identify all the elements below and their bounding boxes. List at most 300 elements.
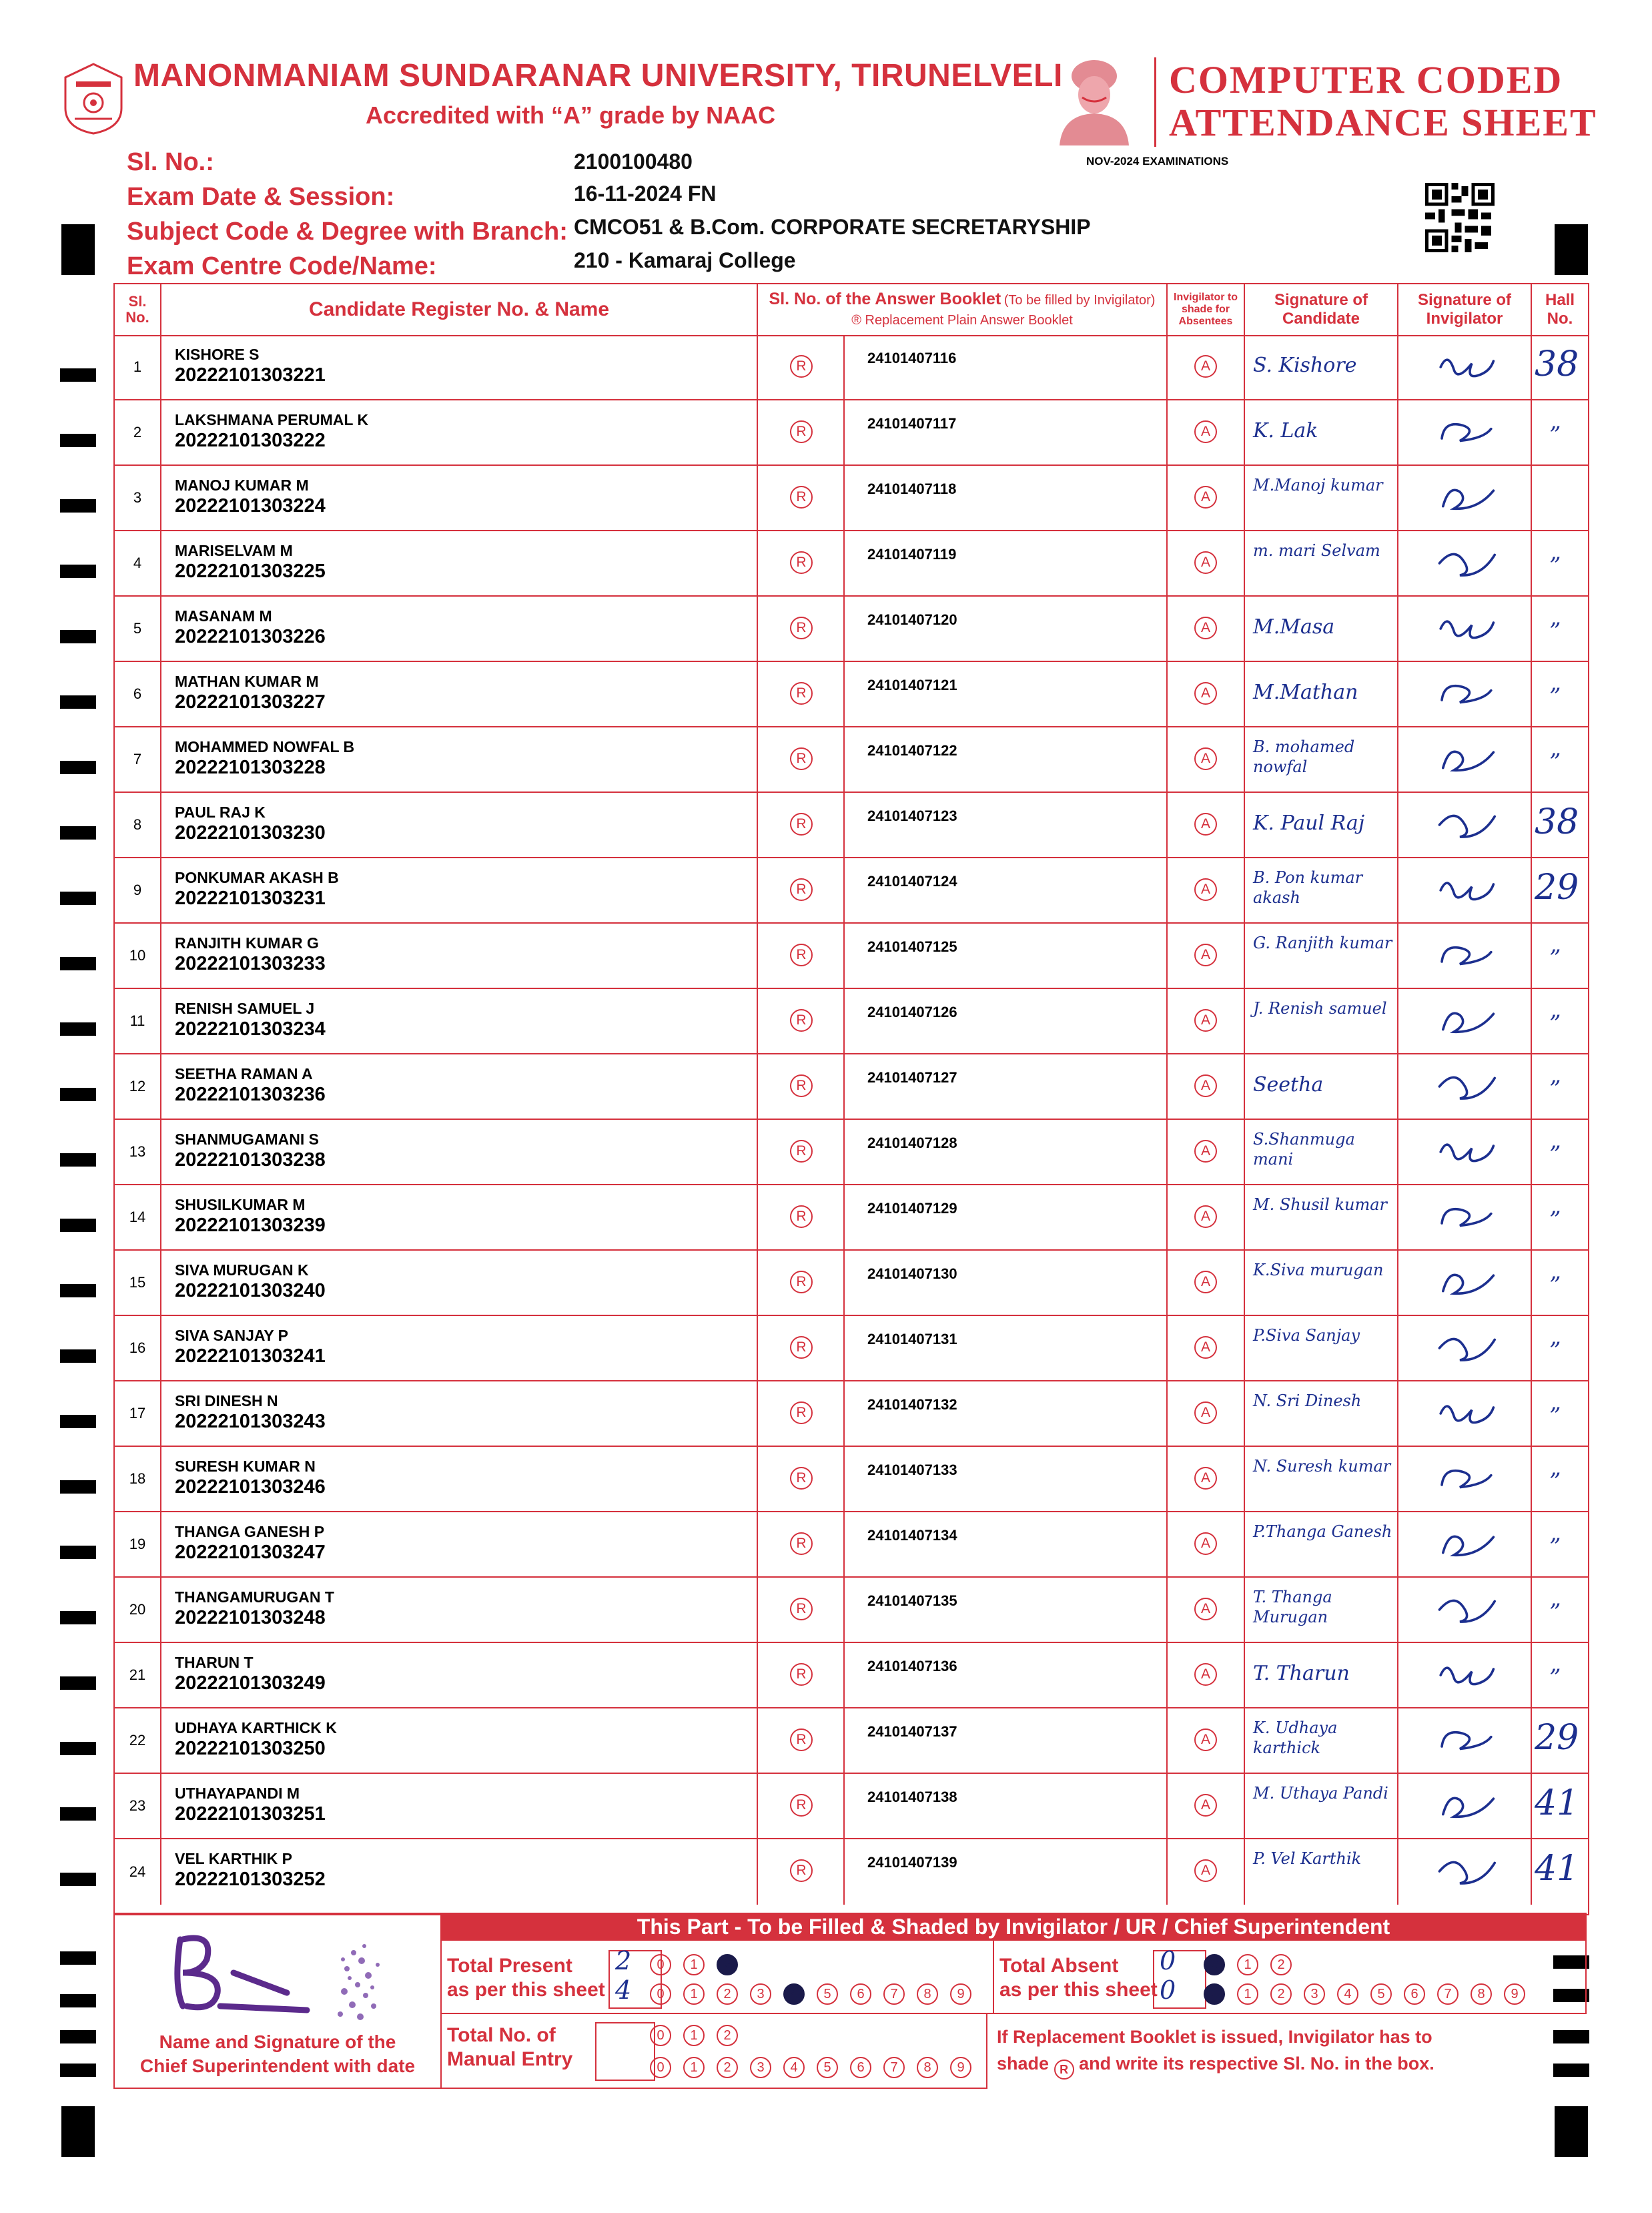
candidate-signature: K. Paul Raj (1253, 812, 1365, 835)
candidate-signature: M. Shusil kumar (1253, 1195, 1388, 1214)
replacement-bubble[interactable]: R (790, 1271, 813, 1293)
row-absent-cell (1168, 400, 1245, 464)
candidate-register-no: 20222101303221 (175, 364, 326, 386)
manual-units-bubble[interactable]: 1 (683, 2057, 705, 2078)
chief-label-line2: Chief Superintendent with date (139, 2056, 416, 2076)
timing-mark (60, 1546, 96, 1559)
candidate-name: THANGA GANESH P (175, 1523, 325, 1540)
row-invigilator-signature-cell (1398, 1708, 1532, 1773)
candidate-signature: S. Kishore (1253, 354, 1357, 377)
row-hall-cell (1532, 989, 1588, 1053)
row-sl-no: 9 (115, 858, 161, 922)
row-sl-no: 4 (115, 531, 161, 595)
row-candidate-signature-cell (1245, 1185, 1398, 1249)
invigilator-signature (1436, 1197, 1496, 1237)
absent-units-bubble[interactable]: 9 (1504, 1983, 1525, 2005)
replacement-bubble[interactable]: R (790, 1336, 813, 1359)
timing-mark (60, 1153, 96, 1167)
absentee-bubble[interactable]: A (1194, 355, 1217, 378)
answer-booklet-no: 24101407126 (867, 1004, 957, 1020)
replacement-bubble[interactable]: R (790, 1205, 813, 1228)
candidate-register-no: 20222101303222 (175, 430, 326, 451)
hall-no: ” (1549, 1599, 1561, 1626)
row-candidate-signature-cell (1245, 924, 1398, 988)
row-sl-no: 10 (115, 924, 161, 988)
row-absent-cell (1168, 924, 1245, 988)
row-booklet-cell (845, 793, 1168, 857)
absent-tens-bubble[interactable]: 1 (1237, 1954, 1258, 1975)
absentee-bubble[interactable]: A (1194, 1074, 1217, 1097)
replacement-bubble[interactable]: R (790, 1009, 813, 1032)
row-hall-cell (1532, 1839, 1588, 1905)
invigilator-signature (1436, 739, 1496, 779)
row-candidate-signature-cell (1245, 400, 1398, 464)
row-candidate (161, 1839, 758, 1905)
row-invigilator-signature-cell (1398, 1447, 1532, 1511)
row-replacement-cell (758, 989, 845, 1053)
invigilator-signature (1436, 1066, 1496, 1106)
answer-booklet-no: 24101407124 (867, 873, 957, 890)
manual-units-bubble[interactable]: 2 (717, 2057, 738, 2078)
subject-label: Subject Code & Degree with Branch: (127, 218, 568, 246)
row-booklet-cell (845, 1643, 1168, 1707)
candidate-register-no: 20222101303234 (175, 1018, 326, 1040)
absentee-bubble[interactable]: A (1194, 1728, 1217, 1751)
invigilator-signature (1436, 1459, 1496, 1499)
answer-booklet-no: 24101407133 (867, 1462, 957, 1478)
manual-units-bubble[interactable]: 9 (950, 2057, 971, 2078)
row-hall-cell (1532, 1643, 1588, 1707)
row-replacement-cell (758, 858, 845, 922)
timing-mark (60, 1676, 96, 1690)
header-invigilator-signature: Signature of Invigilator (1398, 284, 1532, 335)
row-absent-cell (1168, 662, 1245, 726)
centre-value: 210 - Kamaraj College (574, 248, 796, 272)
answer-booklet-no: 24101407123 (867, 808, 957, 824)
table-row (115, 924, 1588, 989)
absentee-bubble[interactable]: A (1194, 551, 1217, 574)
manual-units-bubble[interactable]: 0 (650, 2057, 671, 2078)
manual-tens-bubble[interactable]: 0 (650, 2025, 671, 2046)
absentee-bubble[interactable]: A (1194, 617, 1217, 639)
row-absent-cell (1168, 597, 1245, 661)
manual-units-bubble[interactable]: 5 (817, 2057, 838, 2078)
footer-section (113, 1913, 1587, 2089)
row-replacement-cell (758, 466, 845, 530)
manual-units-bubble[interactable]: 7 (883, 2057, 905, 2078)
candidate-register-no: 20222101303249 (175, 1672, 326, 1694)
candidate-register-no: 20222101303226 (175, 626, 326, 647)
hall-no: ” (1549, 1207, 1561, 1233)
replacement-bubble[interactable]: R (790, 1401, 813, 1424)
candidate-signature: M.Mathan (1253, 681, 1358, 704)
present-units-bubble[interactable]: 9 (950, 1983, 971, 2005)
manual-units-bubble[interactable]: 3 (750, 2057, 771, 2078)
candidate-name: SURESH KUMAR N (175, 1458, 316, 1475)
row-booklet-cell (845, 1185, 1168, 1249)
row-sl-no: 2 (115, 400, 161, 464)
row-invigilator-signature-cell (1398, 858, 1532, 922)
answer-booklet-no: 24101407138 (867, 1789, 957, 1805)
timing-mark (60, 1951, 96, 1965)
row-candidate (161, 989, 758, 1053)
absent-units-bubble[interactable]: 6 (1404, 1983, 1425, 2005)
row-replacement-cell (758, 793, 845, 857)
absentee-bubble[interactable]: A (1194, 1009, 1217, 1032)
absentee-bubble[interactable]: A (1194, 1794, 1217, 1817)
absentee-bubble[interactable]: A (1194, 1140, 1217, 1163)
table-row (115, 858, 1588, 924)
row-candidate-signature-cell (1245, 727, 1398, 792)
hall-no: 41 (1535, 1849, 1579, 1889)
absentee-bubble[interactable]: A (1194, 1336, 1217, 1359)
totals-divider (993, 1939, 994, 2014)
absentee-bubble[interactable]: A (1194, 1205, 1217, 1228)
hall-no: 29 (1535, 1718, 1579, 1758)
candidate-register-no: 20222101303243 (175, 1411, 326, 1432)
hall-no: ” (1549, 1664, 1561, 1691)
candidate-signature: N. Suresh kumar (1253, 1457, 1391, 1476)
header-divider (1154, 57, 1156, 147)
absent-units-bubble[interactable]: 2 (1270, 1983, 1292, 2005)
row-invigilator-signature-cell (1398, 1643, 1532, 1707)
replacement-bubble[interactable]: R (790, 355, 813, 378)
present-tens-bubble[interactable]: 0 (650, 1954, 671, 1975)
absent-units-bubble[interactable]: 5 (1370, 1983, 1392, 2005)
replacement-bubble[interactable]: R (790, 1598, 813, 1620)
candidate-signature: N. Sri Dinesh (1253, 1391, 1362, 1410)
timing-mark (60, 1415, 96, 1428)
present-units-bubble[interactable]: 8 (917, 1983, 938, 2005)
header-booklet-main: Sl. No. of the Answer Booklet (769, 290, 1001, 308)
manual-tens-bubble[interactable]: 1 (683, 2025, 705, 2046)
replacement-bubble[interactable]: R (790, 813, 813, 836)
chief-superintendent-label (113, 2030, 442, 2078)
table-row (115, 662, 1588, 727)
absentee-bubble[interactable]: A (1194, 944, 1217, 966)
hall-no: ” (1549, 683, 1561, 710)
candidate-register-no: 20222101303246 (175, 1476, 326, 1498)
chief-label-line1: Name and Signature of the (159, 2031, 396, 2052)
table-row (115, 1120, 1588, 1185)
replacement-bubble[interactable]: R (790, 878, 813, 901)
row-candidate-signature-cell (1245, 793, 1398, 857)
exams-note: NOV-2024 EXAMINATIONS (1086, 155, 1229, 168)
subject-value: CMCO51 & B.Com. CORPORATE SECRETARYSHIP (574, 215, 1091, 239)
absentee-bubble[interactable]: A (1194, 1859, 1217, 1882)
hall-no: ” (1549, 618, 1561, 645)
replacement-bubble[interactable]: R (790, 617, 813, 639)
row-candidate (161, 1578, 758, 1642)
timing-mark (60, 565, 96, 578)
attendance-table (113, 283, 1589, 1915)
present-units-bubble[interactable]: 3 (750, 1983, 771, 2005)
row-booklet-cell (845, 597, 1168, 661)
row-candidate-signature-cell (1245, 1643, 1398, 1707)
present-units-bubble[interactable]: 4 (783, 1983, 805, 2005)
absentee-bubble[interactable]: A (1194, 420, 1217, 443)
present-tens-bubble[interactable]: 1 (683, 1954, 705, 1975)
answer-booklet-no: 24101407128 (867, 1135, 957, 1151)
replacement-bubble[interactable]: R (790, 486, 813, 509)
row-sl-no: 11 (115, 989, 161, 1053)
row-invigilator-signature-cell (1398, 793, 1532, 857)
timing-mark (60, 695, 96, 709)
manual-units-bubble[interactable]: 6 (850, 2057, 871, 2078)
absentee-bubble[interactable]: A (1194, 486, 1217, 509)
total-absent-tens: 0 (1160, 1946, 1176, 1975)
replacement-bubble[interactable]: R (790, 1140, 813, 1163)
replacement-bubble[interactable]: R (790, 1859, 813, 1882)
row-booklet-cell (845, 1120, 1168, 1184)
manual-entry-input-box[interactable] (595, 2022, 655, 2081)
answer-booklet-no: 24101407120 (867, 611, 957, 628)
candidate-register-no: 20222101303230 (175, 822, 326, 844)
candidate-name: SIVA SANJAY P (175, 1327, 289, 1344)
row-booklet-cell (845, 1512, 1168, 1576)
timing-mark (60, 1611, 96, 1624)
replacement-bubble[interactable]: R (790, 551, 813, 574)
row-invigilator-signature-cell (1398, 1185, 1532, 1249)
present-units-bubble[interactable]: 2 (717, 1983, 738, 2005)
answer-booklet-no: 24101407137 (867, 1723, 957, 1740)
absentee-bubble[interactable]: A (1194, 1271, 1217, 1293)
founder-portrait (1053, 56, 1136, 145)
absent-units-bubble[interactable]: 1 (1237, 1983, 1258, 2005)
table-row (115, 727, 1588, 793)
timing-mark (60, 1088, 96, 1101)
absent-units-bubble[interactable]: 3 (1304, 1983, 1325, 2005)
manual-units-bubble[interactable]: 4 (783, 2057, 805, 2078)
manual-entry-label-1: Total No. of (447, 2024, 556, 2046)
absentee-bubble[interactable]: A (1194, 1532, 1217, 1555)
row-candidate (161, 1381, 758, 1446)
row-hall-cell (1532, 1054, 1588, 1119)
total-present-label-1: Total Present (447, 1955, 572, 1977)
table-header (115, 284, 1588, 336)
absent-units-bubble[interactable]: 7 (1437, 1983, 1459, 2005)
row-candidate (161, 1120, 758, 1184)
row-candidate-signature-cell (1245, 1578, 1398, 1642)
row-hall-cell (1532, 924, 1588, 988)
replacement-bubble[interactable]: R (790, 682, 813, 705)
candidate-register-no: 20222101303238 (175, 1149, 326, 1171)
row-candidate (161, 1251, 758, 1315)
row-candidate-signature-cell (1245, 466, 1398, 530)
row-hall-cell (1532, 335, 1588, 399)
answer-booklet-no: 24101407121 (867, 677, 957, 693)
present-tens-bubble[interactable]: 2 (717, 1954, 738, 1975)
row-hall-cell (1532, 858, 1588, 922)
row-sl-no: 16 (115, 1316, 161, 1380)
candidate-signature: B. Pon kumar akash (1253, 868, 1363, 907)
row-hall-cell (1532, 1251, 1588, 1315)
invigilator-signature (1436, 1590, 1496, 1630)
timing-mark (1555, 224, 1588, 275)
replacement-note (997, 2023, 1434, 2077)
timing-mark (60, 2064, 96, 2077)
row-absent-cell (1168, 1447, 1245, 1511)
row-booklet-cell (845, 335, 1168, 399)
row-booklet-cell (845, 858, 1168, 922)
replacement-bubble[interactable]: R (790, 1663, 813, 1686)
row-sl-no: 8 (115, 793, 161, 857)
replacement-bubble[interactable]: R (790, 420, 813, 443)
row-candidate (161, 793, 758, 857)
candidate-name: MATHAN KUMAR M (175, 673, 319, 690)
row-sl-no: 24 (115, 1839, 161, 1905)
table-row (115, 1054, 1588, 1120)
answer-booklet-no: 24101407139 (867, 1854, 957, 1871)
replacement-bubble[interactable]: R (790, 1794, 813, 1817)
header-hall-no: Hall No. (1545, 291, 1575, 328)
row-candidate-signature-cell (1245, 858, 1398, 922)
candidate-register-no: 20222101303241 (175, 1345, 326, 1367)
total-absent-label-1: Total Absent (999, 1955, 1119, 1977)
row-absent-cell (1168, 1120, 1245, 1184)
invigilator-signature (1436, 1655, 1496, 1695)
table-row (115, 1381, 1588, 1447)
invigilator-signature (1436, 1263, 1496, 1303)
present-units-bubble[interactable]: 0 (650, 1983, 671, 2005)
absentee-bubble[interactable]: A (1194, 1467, 1217, 1490)
row-replacement-cell (758, 662, 845, 726)
row-booklet-cell (845, 1381, 1168, 1446)
table-row (115, 1316, 1588, 1381)
absentee-bubble[interactable]: A (1194, 1598, 1217, 1620)
invigilator-signature (1436, 347, 1496, 387)
row-booklet-cell (845, 400, 1168, 464)
timing-mark (60, 1022, 96, 1036)
row-sl-no: 3 (115, 466, 161, 530)
row-absent-cell (1168, 531, 1245, 595)
row-absent-cell (1168, 1774, 1245, 1838)
exam-date-value: 16-11-2024 FN (574, 182, 717, 206)
timing-mark (60, 1219, 96, 1232)
header-booklet (758, 284, 1168, 335)
replacement-bubble[interactable]: R (790, 944, 813, 966)
replacement-bubble[interactable]: R (790, 1728, 813, 1751)
replacement-note-shade: shade (997, 2053, 1050, 2074)
timing-mark (60, 826, 96, 840)
absentee-bubble[interactable]: A (1194, 1401, 1217, 1424)
absent-tens-bubble[interactable]: 2 (1270, 1954, 1292, 1975)
row-booklet-cell (845, 1578, 1168, 1642)
header-candidate: Candidate Register No. & Name (161, 284, 758, 335)
replacement-bubble[interactable]: R (790, 1467, 813, 1490)
candidate-name: SHUSILKUMAR M (175, 1196, 306, 1213)
candidate-signature: M.Masa (1253, 615, 1335, 639)
row-booklet-cell (845, 1251, 1168, 1315)
manual-units-bubble[interactable]: 8 (917, 2057, 938, 2078)
candidate-name: PONKUMAR AKASH B (175, 869, 339, 886)
table-row (115, 1447, 1588, 1512)
candidate-name: MARISELVAM M (175, 542, 293, 559)
candidate-register-no: 20222101303239 (175, 1215, 326, 1236)
answer-booklet-no: 24101407127 (867, 1069, 957, 1086)
row-invigilator-signature-cell (1398, 727, 1532, 792)
row-sl-no: 19 (115, 1512, 161, 1576)
row-invigilator-signature-cell (1398, 1774, 1532, 1838)
document-title (1169, 58, 1597, 144)
row-absent-cell (1168, 1251, 1245, 1315)
row-absent-cell (1168, 1512, 1245, 1576)
absentee-bubble[interactable]: A (1194, 682, 1217, 705)
document-title-line2: ATTENDANCE SHEET (1169, 101, 1597, 144)
absentee-bubble[interactable]: A (1194, 747, 1217, 770)
present-units-bubble[interactable]: 7 (883, 1983, 905, 2005)
invigilator-signature (1436, 936, 1496, 976)
timing-mark (60, 434, 96, 447)
table-row (115, 1185, 1588, 1251)
invigilator-signature (1436, 412, 1496, 452)
present-units-bubble[interactable]: 1 (683, 1983, 705, 2005)
row-replacement-cell (758, 1054, 845, 1119)
absent-units-bubble[interactable]: 4 (1337, 1983, 1358, 2005)
candidate-signature: T. Thanga Murugan (1253, 1588, 1332, 1626)
candidate-name: MOHAMMED NOWFAL B (175, 738, 355, 755)
row-absent-cell (1168, 1185, 1245, 1249)
absent-units-bubble[interactable]: 8 (1471, 1983, 1492, 2005)
table-row (115, 400, 1588, 466)
replacement-bubble[interactable]: R (790, 747, 813, 770)
row-absent-cell (1168, 1643, 1245, 1707)
absent-units-bubble[interactable]: 0 (1204, 1983, 1225, 2005)
candidate-signature: S.Shanmuga mani (1253, 1130, 1355, 1169)
hall-no: 41 (1535, 1783, 1579, 1823)
present-units-bubble[interactable]: 5 (817, 1983, 838, 2005)
hall-no: ” (1549, 1141, 1561, 1168)
candidate-register-no: 20222101303225 (175, 561, 326, 582)
replacement-bubble[interactable]: R (790, 1532, 813, 1555)
replacement-bubble[interactable]: R (790, 1074, 813, 1097)
row-sl-no: 7 (115, 727, 161, 792)
total-absent-label-2: as per this sheet (999, 1979, 1158, 2001)
manual-tens-bubble[interactable]: 2 (717, 2025, 738, 2046)
hall-no: ” (1549, 945, 1561, 972)
hall-no: ” (1549, 1076, 1561, 1102)
row-sl-no: 21 (115, 1643, 161, 1707)
row-hall-cell (1532, 662, 1588, 726)
timing-mark (60, 1742, 96, 1755)
chief-superintendent-signature (153, 1926, 407, 2026)
row-absent-cell (1168, 1708, 1245, 1773)
absentee-bubble[interactable]: A (1194, 1663, 1217, 1686)
row-candidate (161, 1512, 758, 1576)
invigilator-signature (1436, 609, 1496, 649)
present-units-bubble[interactable]: 6 (850, 1983, 871, 2005)
row-sl-no: 20 (115, 1578, 161, 1642)
row-candidate (161, 1774, 758, 1838)
row-replacement-cell (758, 1316, 845, 1380)
row-replacement-cell (758, 1839, 845, 1905)
timing-mark (60, 1807, 96, 1821)
answer-booklet-no: 24101407132 (867, 1396, 957, 1413)
row-candidate (161, 1054, 758, 1119)
candidate-signature: Seetha (1253, 1073, 1324, 1096)
candidate-signature: B. mohamed nowfal (1253, 737, 1355, 776)
absentee-bubble[interactable]: A (1194, 878, 1217, 901)
candidate-signature: P. Vel Karthik (1253, 1849, 1362, 1868)
total-absent-units: 0 (1160, 1975, 1176, 2005)
row-replacement-cell (758, 335, 845, 399)
row-replacement-cell (758, 400, 845, 464)
row-invigilator-signature-cell (1398, 597, 1532, 661)
absentee-bubble[interactable]: A (1194, 813, 1217, 836)
absent-tens-bubble[interactable]: 0 (1204, 1954, 1225, 1975)
header-candidate-signature: Signature of Candidate (1245, 284, 1398, 335)
row-replacement-cell (758, 1578, 845, 1642)
